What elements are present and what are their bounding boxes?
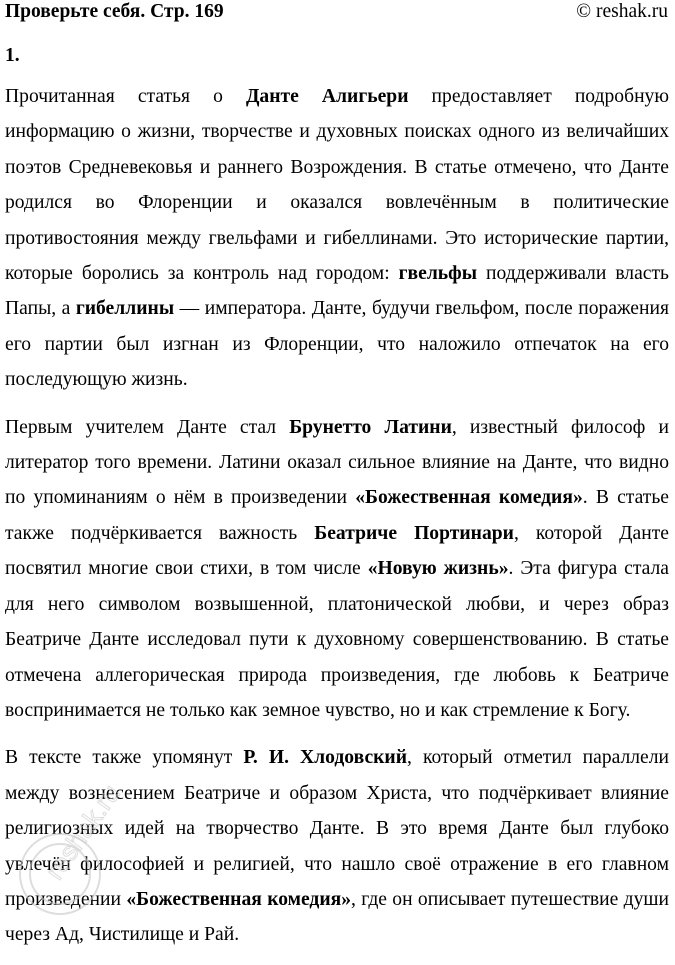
site-credit[interactable]: © reshak.ru <box>576 1 668 22</box>
bold-term-latini: Брунетто Латини <box>289 416 452 438</box>
text-run: , где он описывает путешествие души через Ад, Чистилище и Рай. <box>5 888 669 946</box>
text-run: . В статье также подчёркивается важность <box>5 487 669 544</box>
watermark-text: reshak.ru <box>39 778 126 885</box>
text-run: Прочитанная статья о <box>5 86 246 107</box>
paragraph-1 <box>5 79 669 398</box>
paragraph-3 <box>5 740 669 952</box>
text-run: В тексте также упомянут <box>5 747 244 769</box>
page-header <box>5 0 670 26</box>
bold-term-ghibellines: гибеллины <box>75 298 175 320</box>
text-run: предоставляет подробную информацию о жизни, творчестве и духовных поисках одного из величайших поэтов Средневековья и раннего Возрождения. В статье отмечено, что Данте родился во Флоренции и оказался вовлечённым в политические противостояния между гвельфами и гибеллинами. Это исторические партии, которые боролись за контроль над городом: <box>5 86 669 285</box>
bold-term-divine-comedy: «Божественная комедия» <box>355 487 583 509</box>
bold-term-khlodovsky: Р. И. Хлодовский <box>243 747 408 769</box>
bold-term-divine-comedy: «Божественная комедия» <box>126 888 352 910</box>
bold-term-new-life: «Новую жизнь» <box>367 558 509 580</box>
task-number: 1. <box>5 45 20 66</box>
text-run: поддерживали власть Папы, а <box>5 263 669 320</box>
text-run: Первым учителем Данте стал <box>5 416 290 438</box>
text-run: , который отметил параллели между вознесением Беатриче и образом Христа, что подчёркивает влияние религиозных идей на творчество Данте. В это время Данте был глубоко увлечён философией и религией, что нашло своё отражение в его главном произведении <box>5 747 670 910</box>
answer-text <box>5 79 669 965</box>
page-title: Проверьте себя. Стр. 169 <box>5 1 224 22</box>
text-run: . Эта фигура стала для него символом возвышенной, платонической любви, и через образ Беатриче Данте исследовал пути к духовному совершенствованию. В статье отмечена аллегорическая природа произведения, где любовь к Беатриче воспринимается не только как земное чувство, но и как стремление к Богу. <box>5 558 670 721</box>
bold-term-dante: Данте Алигьери <box>245 86 409 107</box>
text-run: — императора. Данте, будучи гвельфом, после поражения его партии был изгнан из Флоренции, что наложило отпечаток на его последующую жизнь. <box>5 298 669 391</box>
paragraph-2 <box>5 410 669 729</box>
text-run: , известный философ и литератор того времени. Латини оказал сильное влияние на Данте, что видно по упоминаниям о нём в произведении <box>5 416 669 509</box>
bold-term-beatrice: Беатриче Портинари <box>314 522 514 544</box>
bold-term-guelphs: гвельфы <box>398 263 478 285</box>
text-run: , которой Данте посвятил многие свои стихи, в том числе <box>5 522 669 580</box>
